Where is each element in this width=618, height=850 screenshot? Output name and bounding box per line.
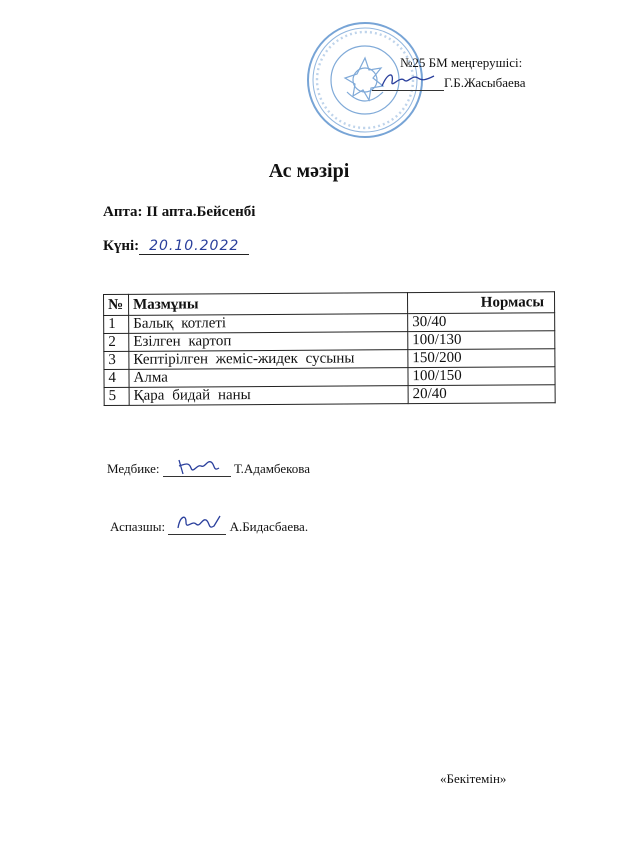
- medic-label: Медбике:: [107, 461, 160, 476]
- menu-table: [103, 291, 556, 406]
- row-norm: 30/40: [408, 313, 555, 332]
- row-num: 5: [104, 387, 129, 405]
- approver-signature-blank: [372, 78, 444, 91]
- cook-label: Аспазшы:: [110, 519, 166, 534]
- row-content: Қара бидай наны: [129, 386, 408, 406]
- table-row: [104, 385, 555, 406]
- approver-signature: [378, 68, 438, 92]
- row-content: Балық котлеті: [129, 314, 408, 334]
- medic-signature-blank: [163, 462, 231, 477]
- cook-signature: [174, 510, 224, 536]
- approve-word: «Бекітемін»: [440, 771, 507, 786]
- row-content: Кептірілген жеміс-жидек сусыны: [129, 350, 408, 370]
- row-num: 4: [104, 369, 129, 387]
- cook-signature-blank: [168, 520, 226, 535]
- medic-signature-line: [107, 461, 310, 477]
- date-value: 20.10.2022: [139, 238, 249, 255]
- header-num: №: [104, 294, 129, 315]
- row-norm: 20/40: [408, 385, 555, 404]
- row-norm: 100/150: [408, 367, 555, 386]
- table-header-row: [104, 292, 555, 316]
- row-norm: 100/130: [408, 331, 555, 350]
- cook-name: А.Бидасбаева.: [229, 519, 309, 534]
- header-content: Мазмұны: [129, 293, 408, 316]
- cook-signature-line: [110, 519, 308, 535]
- medic-signature: [175, 454, 223, 478]
- row-content: Алма: [129, 368, 408, 388]
- week-day-line: Апта: ІІ апта.Бейсенбі: [103, 204, 256, 220]
- approver-title: №25 БМ меңгерушісі:: [400, 55, 523, 70]
- row-num: 1: [104, 315, 129, 333]
- row-num: 2: [104, 333, 129, 351]
- approver-name: Г.Б.Жасыбаева: [444, 75, 526, 90]
- header-norm: Нормасы: [407, 292, 554, 314]
- row-num: 3: [104, 351, 129, 369]
- date-line: [103, 238, 249, 255]
- row-content: Езілген картоп: [129, 332, 408, 352]
- page-title: Ас мәзірі: [268, 160, 350, 182]
- date-label: Күні:: [103, 238, 140, 254]
- medic-name: Т.Адамбекова: [234, 461, 311, 476]
- row-norm: 150/200: [408, 349, 555, 368]
- approver-signature-line: [372, 75, 526, 91]
